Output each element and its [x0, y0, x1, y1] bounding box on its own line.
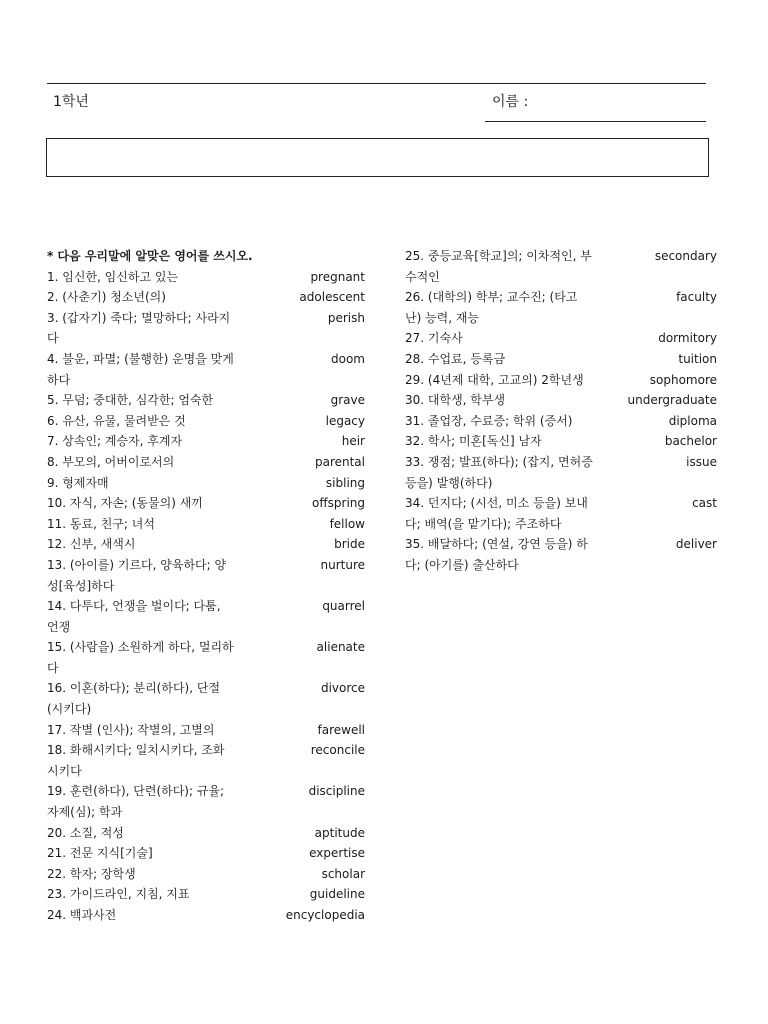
english-word: bachelor	[664, 434, 717, 449]
title-box	[46, 138, 709, 177]
korean-meaning: 2. (사춘기) 청소년(의)	[47, 290, 166, 305]
vocab-item	[47, 349, 365, 390]
name-underline	[485, 121, 706, 122]
english-word: guideline	[309, 887, 365, 902]
english-word: nurture	[320, 557, 365, 572]
instruction: * 다음 우리말에 알맞은 영어를 쓰시오.	[47, 249, 253, 263]
vocab-item	[47, 267, 365, 288]
english-word: perish	[327, 310, 365, 325]
left-column	[47, 246, 365, 926]
korean-meaning: 18. 화해시키다; 일치시키다, 조화시키다	[47, 743, 225, 778]
top-rule	[47, 83, 706, 84]
korean-meaning: 28. 수업료, 등록금	[405, 351, 506, 366]
korean-meaning: 23. 가이드라인, 지침, 지표	[47, 887, 190, 902]
korean-meaning: 10. 자식, 자손; (동물의) 새끼	[47, 496, 203, 511]
english-word: quarrel	[322, 599, 365, 614]
vocab-item	[405, 349, 717, 370]
korean-meaning: 14. 다투다, 언쟁을 벌이다; 다툼, 언쟁	[47, 599, 221, 634]
english-word: alienate	[316, 640, 365, 655]
english-word: cast	[692, 496, 717, 511]
english-word: legacy	[325, 413, 365, 428]
vocab-item	[405, 246, 717, 287]
korean-meaning: 1. 임신한, 임신하고 있는	[47, 269, 179, 284]
korean-meaning: 34. 던지다; (시선, 미소 등을) 보내다; 배역(을 맡기다); 주조하다	[405, 496, 588, 531]
vocab-item	[47, 740, 365, 781]
vocab-item	[47, 884, 365, 905]
korean-meaning: 30. 대학생, 학부생	[405, 393, 506, 408]
vocab-item	[405, 452, 717, 493]
vocab-item	[405, 328, 717, 349]
korean-meaning: 24. 백과사전	[47, 908, 117, 922]
vocab-item	[47, 823, 365, 844]
korean-meaning: 12. 신부, 새색시	[47, 537, 136, 552]
grade-label: 1학년	[53, 94, 89, 110]
korean-meaning: 27. 기숙사	[405, 331, 463, 346]
korean-meaning: 21. 전문 지식[기술]	[47, 846, 153, 861]
english-word: aptitude	[314, 825, 365, 840]
korean-meaning: 13. (아이를) 기르다, 양육하다; 양성[육성]하다	[47, 557, 227, 593]
korean-meaning: 35. 배달하다; (연설, 강연 등을) 하다; (아기를) 출산하다	[405, 537, 588, 572]
name-label: 이름 :	[492, 94, 529, 110]
korean-meaning: 15. (사람을) 소원하게 하다, 멀리하다	[47, 640, 234, 675]
english-word: doom	[331, 351, 365, 366]
vocab-item	[47, 534, 365, 555]
vocab-item	[405, 287, 717, 328]
english-word: undergraduate	[627, 393, 717, 408]
korean-meaning: 17. 작별 (인사); 작별의, 고별의	[47, 722, 215, 737]
korean-meaning: 3. (갑자기) 죽다; 멸망하다; 사라지다	[47, 310, 231, 346]
english-word: sibling	[325, 475, 365, 490]
vocab-item	[47, 514, 365, 535]
vocab-item	[405, 431, 717, 452]
vocab-item	[47, 431, 365, 452]
korean-meaning: 25. 중등교육[학교]의; 이차적인, 부수적인	[405, 249, 592, 284]
korean-meaning: 11. 동료, 친구; 녀석	[47, 516, 155, 531]
english-word: heir	[341, 434, 365, 449]
english-word: deliver	[675, 537, 717, 552]
korean-meaning: 22. 학자; 장학생	[47, 866, 136, 881]
korean-meaning: 8. 부모의, 어버이로서의	[47, 454, 175, 469]
vocab-item	[47, 864, 365, 885]
english-word: dormitory	[658, 331, 717, 346]
english-word: tuition	[678, 351, 717, 366]
english-word: scholar	[321, 866, 365, 881]
korean-meaning: 32. 학사; 미혼[독신] 남자	[405, 434, 542, 449]
vocab-item	[47, 905, 365, 926]
english-word: diploma	[668, 413, 717, 428]
vocab-item	[47, 637, 365, 678]
vocab-item	[405, 370, 717, 391]
vocab-item	[47, 308, 365, 349]
english-word: fellow	[329, 516, 365, 531]
english-word: divorce	[320, 681, 365, 696]
vocab-item	[47, 720, 365, 741]
english-word: expertise	[309, 846, 365, 861]
right-column	[405, 246, 717, 576]
english-word: sophomore	[649, 372, 717, 387]
korean-meaning: 6. 유산, 유물, 물려받은 것	[47, 413, 186, 428]
korean-meaning: 9. 형제자매	[47, 475, 109, 490]
vocab-item	[405, 534, 717, 575]
english-word: discipline	[308, 784, 365, 799]
english-word: grave	[330, 393, 365, 408]
vocab-item	[405, 411, 717, 432]
korean-meaning: 20. 소질, 적성	[47, 825, 124, 840]
vocab-item	[47, 596, 365, 637]
vocab-item	[47, 287, 365, 308]
vocab-item	[405, 493, 717, 534]
english-word: bride	[334, 537, 365, 552]
english-word: offspring	[312, 496, 365, 511]
korean-meaning: 7. 상속인; 계승자, 후계자	[47, 434, 183, 449]
vocab-item	[47, 473, 365, 494]
korean-meaning: 16. 이혼(하다); 분리(하다), 단절(시키다)	[47, 681, 221, 717]
english-word: parental	[314, 454, 365, 469]
korean-meaning: 19. 훈련(하다), 단련(하다); 규율; 자제(심); 학과	[47, 784, 225, 820]
english-word: secondary	[654, 249, 717, 263]
korean-meaning: 4. 불운, 파멸; (불행한) 운명을 맞게 하다	[47, 351, 234, 387]
english-word: encyclopedia	[285, 908, 365, 922]
english-word: issue	[686, 454, 717, 469]
korean-meaning: 29. (4년제 대학, 고교의) 2학년생	[405, 372, 584, 387]
korean-meaning: 5. 무덤; 중대한, 심각한; 엄숙한	[47, 393, 214, 408]
vocab-item	[405, 390, 717, 411]
vocab-item	[47, 452, 365, 473]
vocab-item	[47, 555, 365, 596]
english-word: faculty	[676, 290, 717, 305]
english-word: pregnant	[310, 269, 365, 284]
english-word: adolescent	[299, 290, 365, 305]
korean-meaning: 26. (대학의) 학부; 교수진; (타고난) 능력, 재능	[405, 290, 578, 325]
english-word: farewell	[317, 722, 365, 737]
vocab-item	[47, 411, 365, 432]
korean-meaning: 31. 졸업장, 수료증; 학위 (증서)	[405, 413, 573, 428]
english-word: reconcile	[310, 743, 365, 758]
vocab-item	[47, 678, 365, 719]
vocab-item	[47, 781, 365, 822]
vocab-item	[47, 493, 365, 514]
korean-meaning: 33. 쟁점; 발표(하다); (잡지, 면허증 등을) 발행(하다)	[405, 454, 593, 490]
vocab-item	[47, 843, 365, 864]
vocab-item	[47, 390, 365, 411]
